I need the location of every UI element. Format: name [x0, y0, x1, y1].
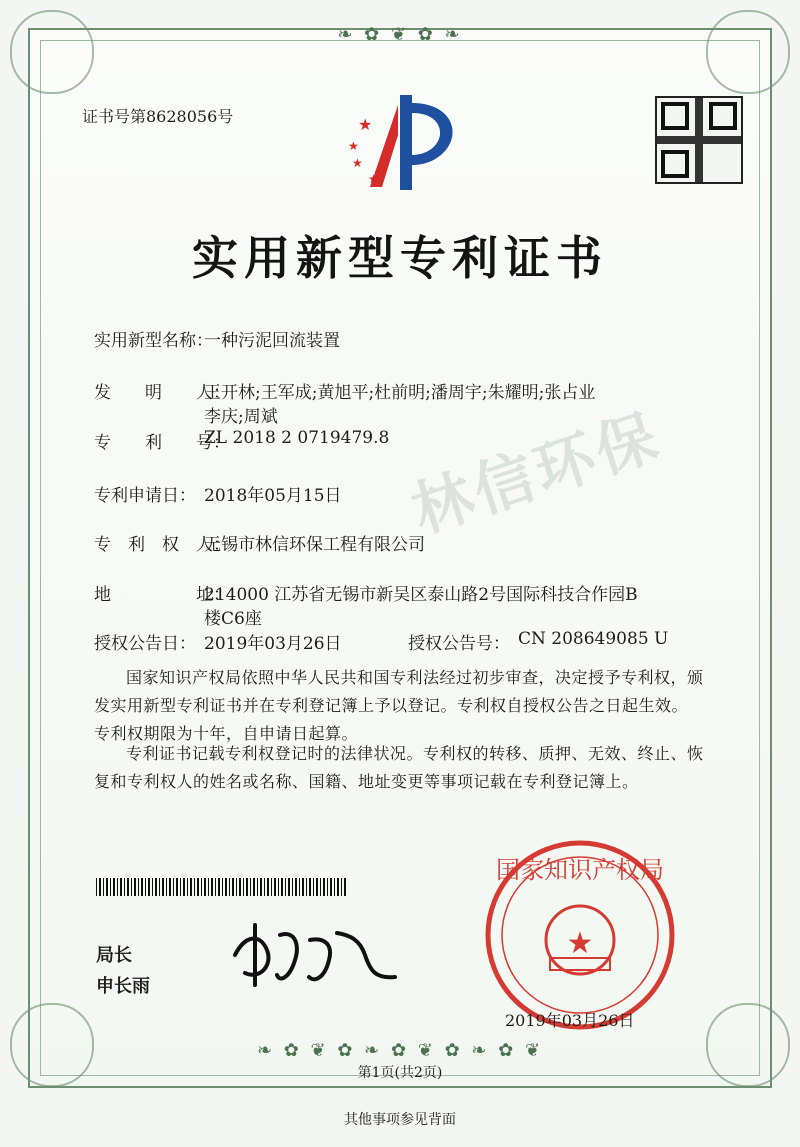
inventors-label: 发 明 人： [94, 383, 230, 403]
svg-text:★: ★ [566, 926, 594, 961]
qr-code [655, 96, 743, 184]
director-title: 局长 [96, 945, 132, 966]
top-ornament: ❧ ✿ ❦ ✿ ❧ [337, 24, 463, 45]
grant-number-value: CN 208649085 U [518, 629, 669, 649]
patent-number-value: ZL 2018 2 0719479.8 [204, 428, 390, 448]
certificate-title: 实用新型专利证书 [192, 231, 608, 285]
seal-date: 2019年03月26日 [505, 1011, 635, 1030]
address-value-line-2: 楼C6座 [204, 609, 262, 629]
watermark: 林信环保 [404, 401, 670, 547]
address-value-line-1: 214000 江苏省无锡市新吴区泰山路2号国际科技合作园B [204, 585, 638, 605]
inventors-value-line-1: 王开林;王军成;黄旭平;杜前明;潘周宇;朱耀明;张占业 [204, 383, 596, 403]
patentee-label: 专 利 权 人： [94, 535, 230, 555]
utility-model-name-label: 实用新型名称： [94, 331, 213, 351]
svg-text:★: ★ [368, 172, 379, 186]
qr-finder-pattern [661, 102, 689, 130]
application-date-label: 专利申请日： [94, 486, 196, 506]
svg-text:国家知识产权局: 国家知识产权局 [496, 856, 664, 884]
qr-finder-pattern [709, 102, 737, 130]
bottom-ornament: ❧ ✿ ❦ ✿ ❧ ✿ ❦ ✿ ❧ ✿ ❦ [256, 1040, 544, 1061]
director-name: 申长雨 [96, 976, 150, 997]
handwritten-signature [225, 915, 405, 995]
grant-date-value: 2019年03月26日 [204, 634, 342, 654]
inventors-value-line-2: 李庆;周斌 [204, 407, 278, 427]
grant-date-label: 授权公告日： [94, 634, 196, 654]
svg-text:★: ★ [358, 115, 373, 134]
official-seal [480, 835, 680, 1035]
page-number: 第1页(共2页) [357, 1065, 443, 1081]
footer-note: 其他事项参见背面 [344, 1112, 456, 1128]
patent-logo [340, 95, 470, 195]
svg-text:★: ★ [352, 156, 363, 170]
statement-paragraph-1: 国家知识产权局依照中华人民共和国专利法经过初步审查，决定授予专利权，颁发实用新型专利证书并在专利登记簿上予以登记。专利权自授权公告之日起生效。专利权期限为十年，自申请日起算。 [94, 668, 704, 743]
qr-finder-pattern [661, 150, 689, 178]
statement-paragraph-2: 专利证书记载专利权登记时的法律状况。专利权的转移、质押、无效、终止、恢复和专利权人的姓名或名称、国籍、地址变更等事项记载在专利登记簿上。 [94, 744, 704, 791]
grant-number-label: 授权公告号： [408, 634, 510, 654]
svg-text:★: ★ [348, 139, 359, 153]
corner-ornament [706, 10, 790, 94]
address-label: 地 址： [94, 585, 230, 605]
corner-ornament [10, 10, 94, 94]
application-date-value: 2018年05月15日 [204, 486, 342, 506]
patent-number-label: 专 利 号： [94, 433, 230, 453]
patentee-value: 无锡市林信环保工程有限公司 [204, 535, 425, 555]
utility-model-name-value: 一种污泥回流装置 [204, 331, 340, 351]
certificate-number: 证书号第8628056号 [82, 107, 234, 126]
barcode [96, 878, 348, 896]
